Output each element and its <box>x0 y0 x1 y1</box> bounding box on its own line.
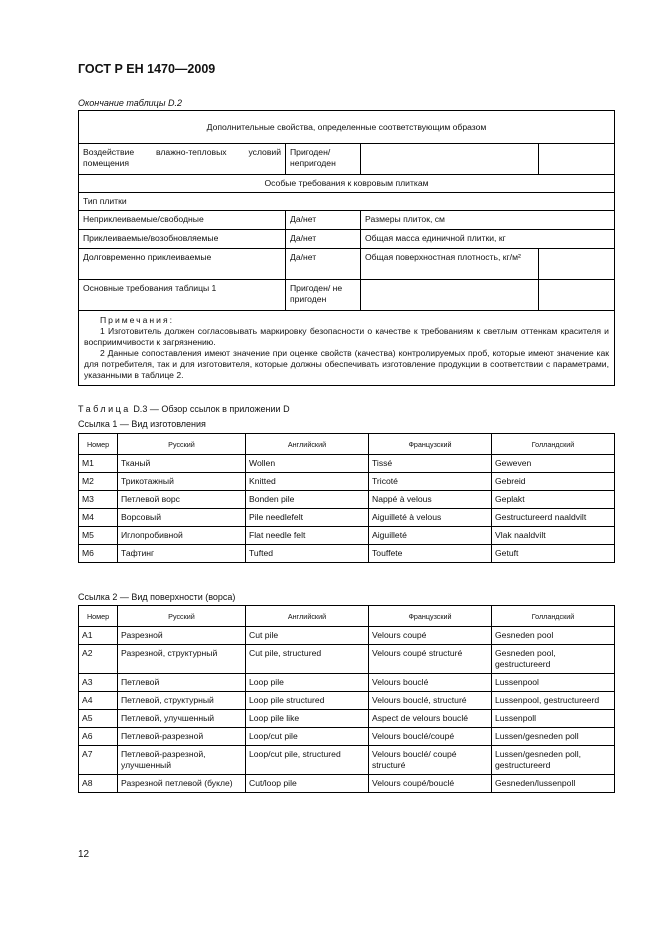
table-row: M4 Ворсовый Pile needlefelt Aiguilleté à velous Gestructureerd naaldvilt <box>79 509 615 527</box>
table-row <box>79 144 615 175</box>
ref2-header-row: Номер Русский Английский Французский Голландский <box>79 606 615 627</box>
table-row: Неприклеиваемые/свободные Да/нет Размеры плиток, см <box>79 211 615 230</box>
table-d2-top-header: Дополнительные свойства, определенные соответствующим образом <box>79 111 615 144</box>
note-1: 1 Изготовитель должен согласовывать маркировку безопасности о качестве к требованиям к светлым оттенкам красителя и восприимчивости к загрязнению. <box>84 326 609 347</box>
table-row: A3 Петлевой Loop pile Velours bouclé Lussenpool <box>79 674 615 692</box>
table-d3-caption: Таблица D.3 — Обзор ссылок в приложении D <box>78 404 290 414</box>
table-d2-notes <box>79 311 615 386</box>
table-row: A5 Петлевой, улучшенный Loop pile like Aspect de velours bouclé Lussenpoll <box>79 710 615 728</box>
table-d2 <box>78 110 615 386</box>
table-d2-caption: Окончание таблицы D.2 <box>78 98 182 108</box>
table-row: M5 Иглопробивной Flat needle felt Aiguilleté Vlak naaldvilt <box>79 527 615 545</box>
tile-type-row: Тип плитки <box>79 193 615 211</box>
special-requirements-header: Особые требования к ковровым плиткам <box>79 175 615 193</box>
notes-heading: Примечания: <box>100 315 175 325</box>
table-row: Основные требования таблицы 1 Пригоден/ не пригоден <box>79 280 615 311</box>
ref1-table <box>78 433 615 563</box>
table-row: A8 Разрезной петлевой (букле) Cut/loop pile Velours coupé/bouclé Gesneden/lussenpoll <box>79 775 615 793</box>
table-row: A2 Разрезной, структурный Cut pile, structured Velours coupé structuré Gesneden pool, gestructureerd <box>79 645 615 674</box>
table-row: A4 Петлевой, структурный Loop pile structured Velours bouclé, structuré Lussenpool, gestructureerd <box>79 692 615 710</box>
table-row: Приклеиваемые/возобновляемые Да/нет Общая масса единичной плитки, кг <box>79 230 615 249</box>
table-row: M3 Петлевой ворс Bonden pile Nappé à velous Geplakt <box>79 491 615 509</box>
note-2: 2 Данные сопоставления имеют значение при оценке свойств (качества) контролируемых проб, которые имеют значение как для потребителя, так и для изготовителя, которые должны обеспечивать изготовление продукции в соответствии с параметрами, указанными в таблице 2. <box>84 348 609 380</box>
table-row: A7 Петлевой-разрезной, улучшенный Loop/cut pile, structured Velours bouclé/ coupé structuré Lussen/gesneden poll, gestructureerd <box>79 746 615 775</box>
table-row: M1 Тканый Wollen Tissé Geweven <box>79 455 615 473</box>
table-row: A6 Петлевой-разрезной Loop/cut pile Velours bouclé/coupé Lussen/gesneden poll <box>79 728 615 746</box>
page-number: 12 <box>78 849 90 860</box>
table-row: Долговременно приклеиваемые Да/нет Общая поверхностная плотность, кг/м² <box>79 249 615 280</box>
ref2-caption: Ссылка 2 — Вид поверхности (ворса) <box>78 592 236 602</box>
table-row: M6 Тафтинг Tufted Touffete Getuft <box>79 545 615 563</box>
table-row: M2 Трикотажный Knitted Tricoté Gebreid <box>79 473 615 491</box>
ref2-table <box>78 605 615 793</box>
ref1-caption: Ссылка 1 — Вид изготовления <box>78 419 206 429</box>
climate-label: Воздействие влажно-тепловых условий помещения <box>79 144 286 175</box>
document-title: ГОСТ Р ЕН 1470—2009 <box>78 62 216 76</box>
ref1-header-row: Номер Русский Английский Французский Голландский <box>79 434 615 455</box>
climate-value: Пригоден/ непригоден <box>286 144 361 175</box>
table-row: A1 Разрезной Cut pile Velours coupé Gesneden pool <box>79 627 615 645</box>
